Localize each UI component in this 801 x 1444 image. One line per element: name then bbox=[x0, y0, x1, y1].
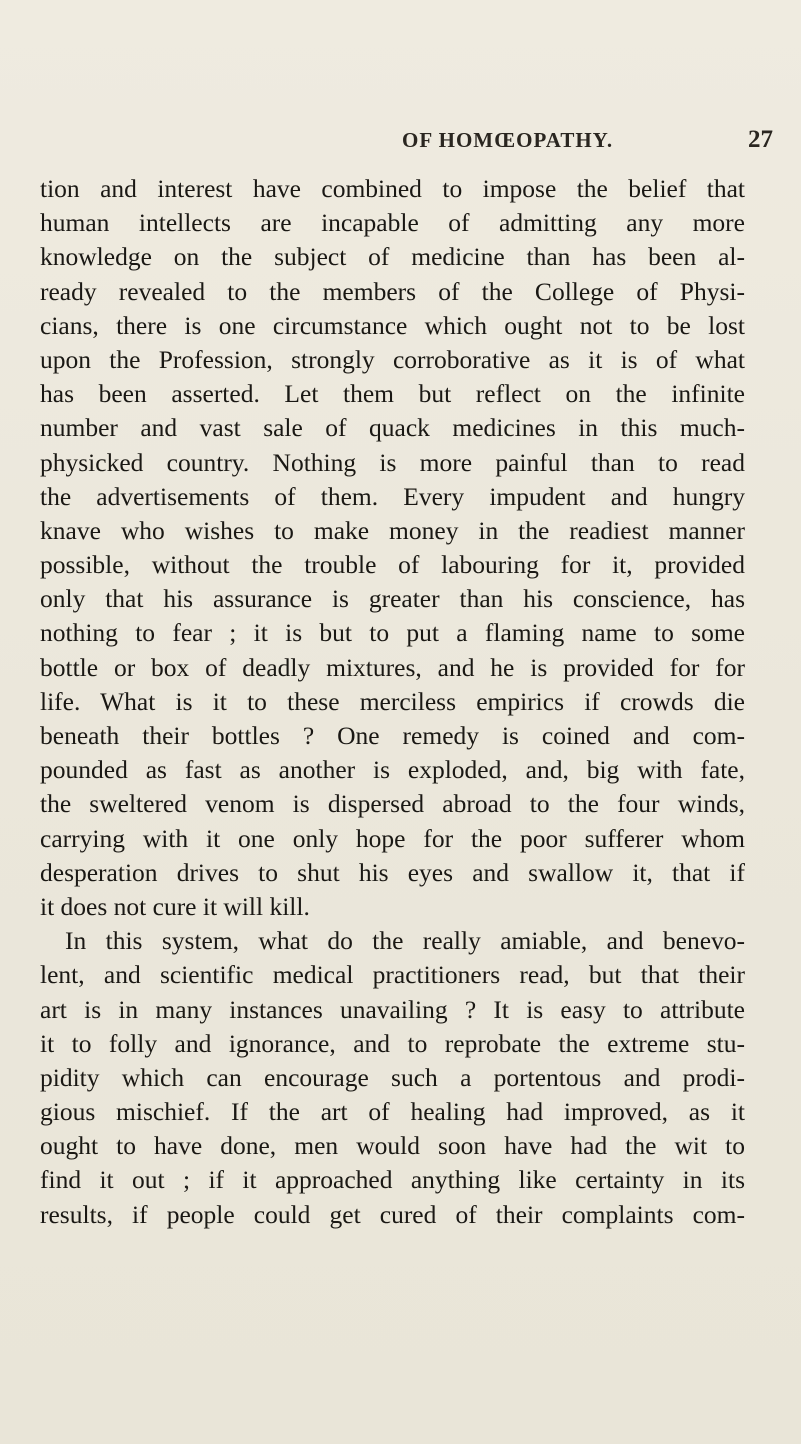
running-head bbox=[0, 128, 801, 158]
text-line: ought to have done, men would soon have had the wit to bbox=[40, 1131, 745, 1161]
text-line: carrying with it one only hope for the poor sufferer whom bbox=[40, 823, 745, 853]
paragraph-end-line: it does not cure it will kill. bbox=[40, 891, 310, 921]
text-line: life. What is it to these merciless empirics if crowds die bbox=[40, 686, 745, 716]
body-text bbox=[40, 172, 745, 1232]
text-line: upon the Profession, strongly corroborative as it is of what bbox=[40, 344, 745, 374]
text-line: tion and interest have combined to impose the belief that bbox=[40, 174, 745, 203]
text-line: the sweltered venom is dispersed abroad to the four winds, bbox=[40, 789, 745, 819]
text-line: cians, there is one circumstance which ought not to be lost bbox=[40, 310, 745, 340]
text-line: desperation drives to shut his eyes and swallow it, that if bbox=[40, 857, 745, 887]
text-line: beneath their bottles ? One remedy is coined and com- bbox=[40, 721, 745, 750]
text-line: it to folly and ignorance, and to reprobate the extreme stu- bbox=[40, 1028, 745, 1058]
text-line: possible, without the trouble of labouring for it, provided bbox=[40, 550, 745, 580]
text-line: gious mischief. If the art of healing had improved, as it bbox=[40, 1097, 745, 1127]
paragraph-start-line: In this system, what do the really amiable, and benevo- bbox=[65, 926, 745, 956]
running-title: OF HOMŒOPATHY. bbox=[402, 128, 614, 152]
page-number: 27 bbox=[748, 126, 773, 153]
text-line: ready revealed to the members of the College of Physi- bbox=[40, 276, 745, 306]
text-line: knowledge on the subject of medicine than has been al- bbox=[40, 242, 745, 272]
text-line: the advertisements of them. Every impudent and hungry bbox=[40, 481, 745, 511]
text-line: pidity which can encourage such a portentous and prodi- bbox=[40, 1062, 745, 1092]
text-line: physicked country. Nothing is more painful than to read bbox=[40, 447, 745, 477]
text-line: results, if people could get cured of their complaints com- bbox=[40, 1199, 745, 1229]
text-line: nothing to fear ; it is but to put a flaming name to some bbox=[40, 618, 745, 648]
text-line: has been asserted. Let them but reflect on the infinite bbox=[40, 379, 745, 409]
text-line: human intellects are incapable of admitting any more bbox=[40, 208, 745, 238]
text-line: lent, and scientific medical practitioners read, but that their bbox=[40, 960, 745, 990]
text-line: number and vast sale of quack medicines in this much- bbox=[40, 413, 745, 443]
text-line: knave who wishes to make money in the readiest manner bbox=[40, 515, 745, 545]
text-line: bottle or box of deadly mixtures, and he is provided for for bbox=[40, 652, 745, 682]
text-line: pounded as fast as another is exploded, and, big with fate, bbox=[40, 755, 745, 785]
text-line: find it out ; if it approached anything like certainty in its bbox=[40, 1165, 745, 1195]
text-line: only that his assurance is greater than his conscience, has bbox=[40, 584, 745, 614]
text-line: art is in many instances unavailing ? It is easy to attribute bbox=[40, 994, 745, 1024]
